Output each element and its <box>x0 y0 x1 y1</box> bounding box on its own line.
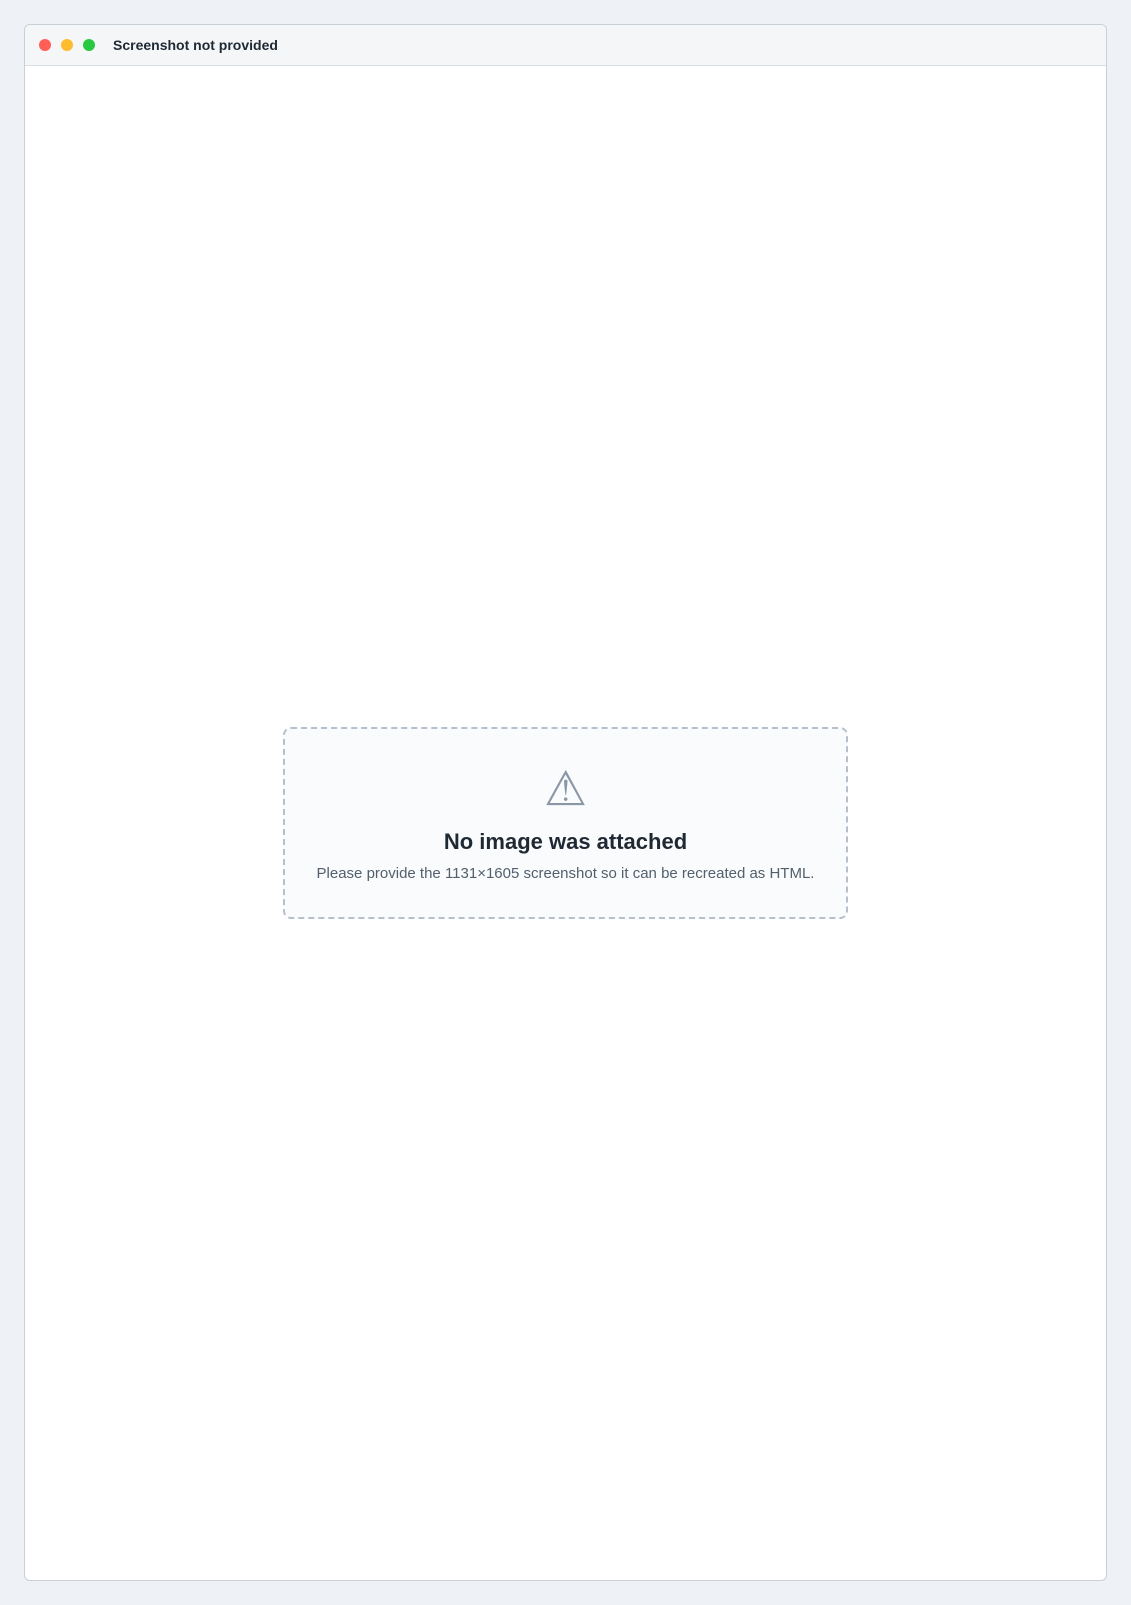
close-icon[interactable] <box>39 39 51 51</box>
window-title: Screenshot not provided <box>113 37 278 53</box>
maximize-icon[interactable] <box>83 39 95 51</box>
notice-body: Please provide the 1131×1605 screenshot so it can be recreated as HTML. <box>316 864 815 882</box>
minimize-icon[interactable] <box>61 39 73 51</box>
app-window <box>24 24 1107 1581</box>
title-bar <box>25 25 1106 66</box>
image-missing-icon: ⚠ <box>543 762 588 816</box>
notice-heading: No image was attached <box>443 828 688 854</box>
missing-image-notice <box>283 727 849 920</box>
main-content <box>25 66 1106 1580</box>
